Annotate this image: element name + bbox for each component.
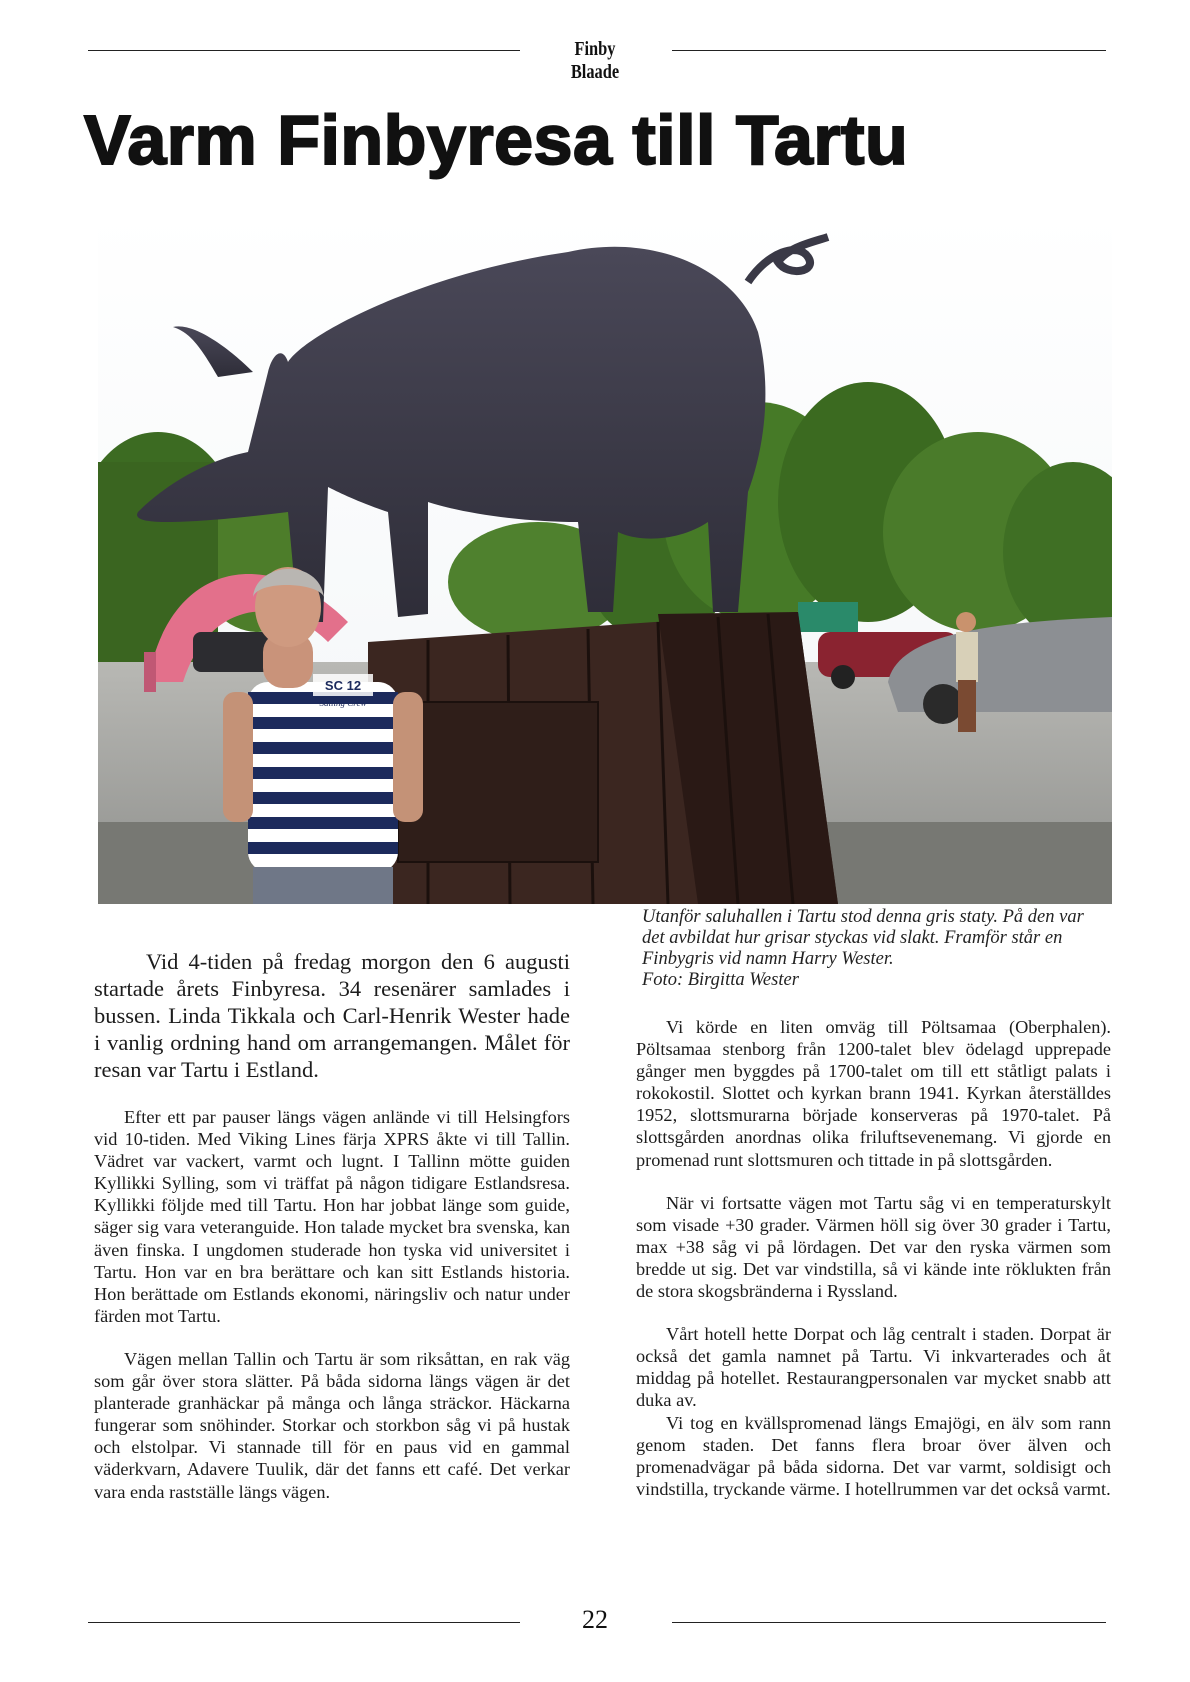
body-paragraph: Vägen mellan Tallin och Tartu är som riksåttan, en rak väg som går över stora slätter. På båda sidorna längs vägen är det planterade granhäckar på många och långa sträckor. Häckarna fungerar som snöhinder. Storkar och storkbon såg vi på hustak och elstolpar. Vi stannade till för en paus vid en gammal väderkvarn, Adavere Tuulik, där det fanns ett café. Det verkar vara enda rastställe längs vägen. <box>94 1348 570 1502</box>
body-paragraph: Efter ett par pauser längs vägen anlände vi till Helsingfors vid 10-tiden. Med Viking Lines färja XPRS åkte vi till Tallin. Vädret var vackert, varmt och lugnt. I Tallinn mötte guiden Kyllikki Sylling, som vi träffat på någon tidigare Estlandsresa. Kyllikki följde med till Tartu. Hon har jobbat länge som guide, säger sig vara veteranguide. Hon talade mycket bra svenska, kan även finska. I ungdomen studerade hon tyska vid universitet i Tartu. Hon var en bra berättare och kan sitt Estlands historia. Hon berättade om Estlands ekonomi, näringsliv och natur under färden mot Tartu. <box>94 1107 570 1326</box>
photo-credit: Foto: Birgitta Wester <box>642 970 799 990</box>
shirt-logo-subtext: Sailing Crew <box>319 698 367 708</box>
header-rule-right <box>672 50 1106 51</box>
page-number: 22 <box>582 1605 608 1634</box>
body-paragraph: Vårt hotell hette Dorpat och låg centralt i staden. Dorpat är också det gamla namnet på Tartu. Vi inkvarterades och åt middag på hotellet. Restaurangpersonalen var mycket snabb att duka av. <box>636 1324 1111 1411</box>
publication-name: Finby Blaade <box>570 38 620 83</box>
shirt-logo-text: SC 12 <box>324 678 362 693</box>
left-column <box>94 948 570 1503</box>
header-rule-left <box>88 50 520 51</box>
footer-rule-left <box>88 1622 520 1623</box>
footer-rule-right <box>672 1622 1106 1623</box>
photo-caption <box>642 907 1110 991</box>
caption-text: Utanför saluhallen i Tartu stod denna gris staty. På den var det avbildat hur grisar styckas vid slakt. Framför står en Finbygris vid namn Harry Wester. <box>642 907 1084 969</box>
right-column <box>636 1016 1111 1500</box>
article-title: Varm Finbyresa till Tartu <box>84 101 909 179</box>
intro-paragraph: Vid 4-tiden på fredag morgon den 6 augusti startade årets Finbyresa. 34 resenärer samlades i bussen. Linda Tikkala och Carl-Henrik Wester hade i vanlig ordning hand om arrangemangen. Målet för resan var Tartu i Estland. <box>94 949 570 1082</box>
body-paragraph: Vi körde en liten omväg till Pöltsamaa (Oberphalen). Pöltsamaa stenborg från 1200-talet blev ödelagd upprepade gånger men byggdes på 1700-talet om till ett ståtligt palats i rokokostil. Slottet och kyrkan brann 1941. Kyrkan återställdes 1952, slottsmurarna började konserveras på 1970-talet. På slottsgården anordnas olika friluftsevenemang. Vi gjorde en promenad runt slottsmuren och tittade in på slottsgården. <box>636 1017 1111 1170</box>
body-paragraph: Vi tog en kvällspromenad längs Emajögi, en älv som rann genom staden. Det fanns flera broar över älven och promenadvägar på båda sidorna. Det var varmt, soldisigt och vindstilla, tryckande värme. I hotellrummen var det också varmt. <box>636 1412 1111 1499</box>
body-paragraph: När vi fortsatte vägen mot Tartu såg vi en temperaturskylt som visade +30 grader. Värmen höll sig över 30 grader i Tartu, max +38 såg vi på lördagen. Det var den ryska värmen som bredde ut sig. Det var vindstilla, så vi kände inte röklukten från de stora skogsbränderna i Ryssland. <box>636 1192 1111 1302</box>
article-photo <box>98 212 1112 904</box>
